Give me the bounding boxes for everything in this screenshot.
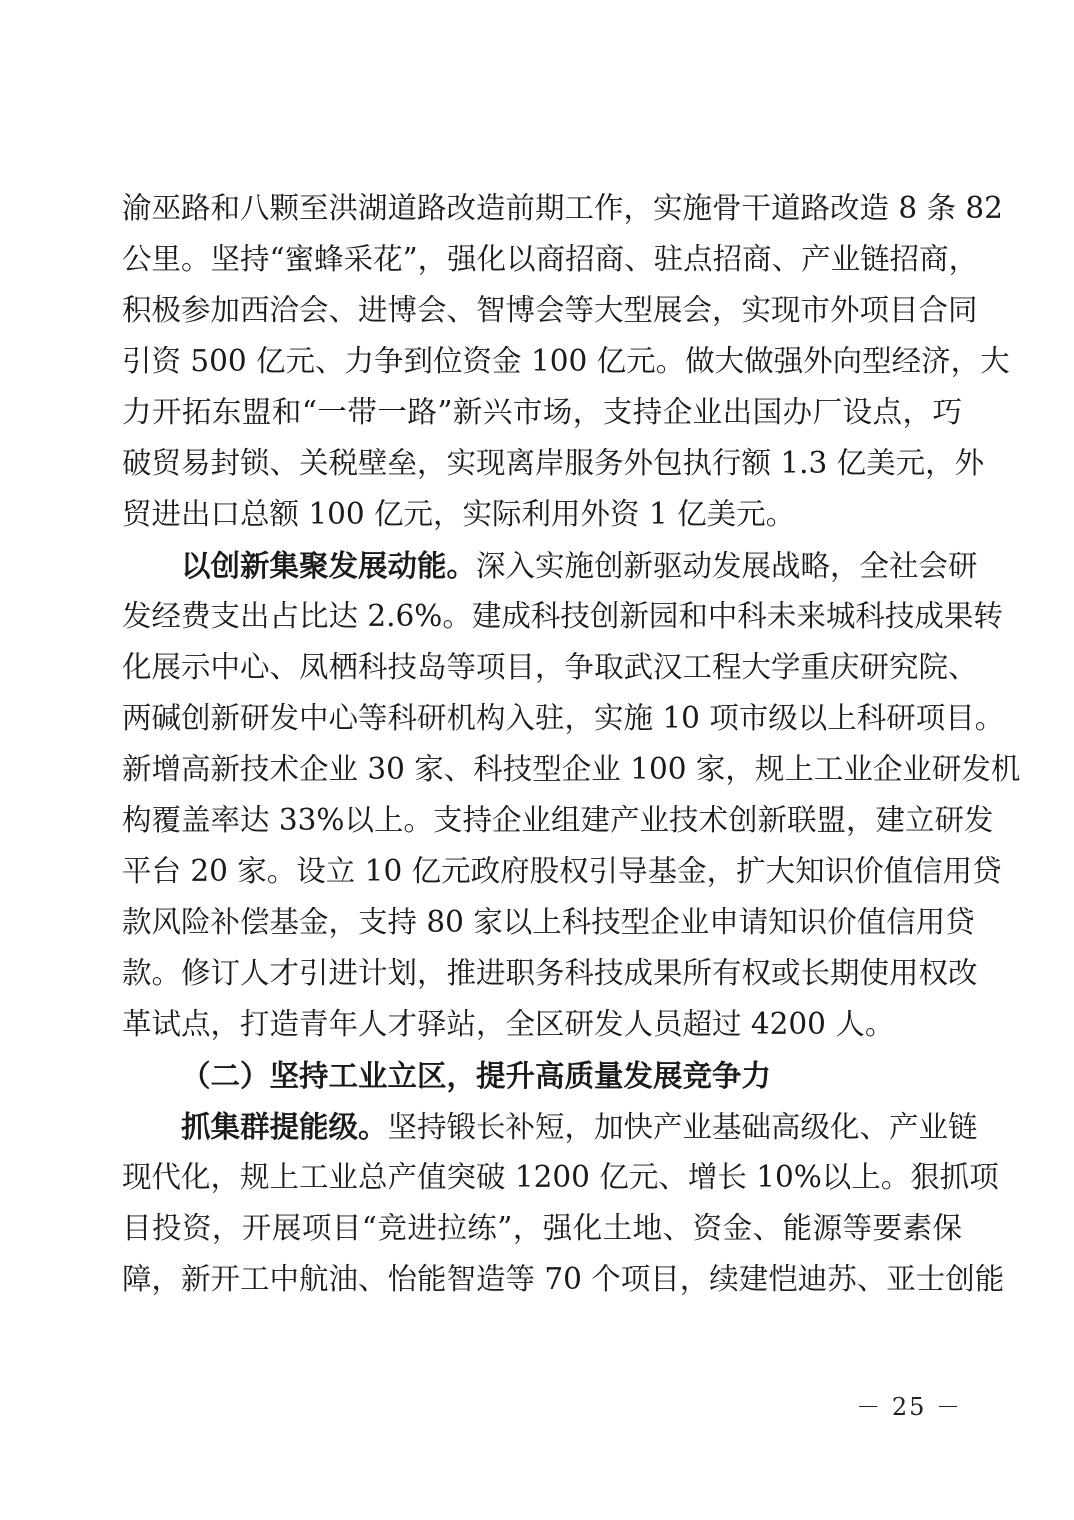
text-line: 渝巫路和八颗至洪湖道路改造前期工作，实施骨干道路改造 8 条 82	[122, 191, 1003, 225]
text-line: 发经费支出占比达 2.6%。建成科技创新园和中科未来城科技成果转	[122, 599, 1003, 633]
paragraph-first-line	[122, 1101, 978, 1152]
paragraph-lead-heading: 以创新集聚发展动能。	[181, 548, 477, 583]
section-heading: （二）坚持工业立区，提升高质量发展竞争力	[181, 1058, 772, 1093]
text-line: 公里。坚持“蜜蜂采花”，强化以商招商、驻点招商、产业链招商，	[122, 242, 979, 276]
paragraph-first-line	[122, 540, 978, 591]
text-span: 坚持锻长补短，加快产业基础高级化、产业链	[387, 1110, 978, 1144]
text-line: 引资 500 亿元、力争到位资金 100 亿元。做大做强外向型经济，大	[122, 344, 1010, 378]
text-line: 目投资，开展项目“竞进拉练”，强化土地、资金、能源等要素保	[122, 1211, 962, 1245]
paragraph-lead-heading: 抓集群提能级。	[181, 1109, 388, 1144]
text-line: 平台 20 家。设立 10 亿元政府股权引导基金，扩大知识价值信用贷	[122, 854, 1002, 888]
text-line: 破贸易封锁、关税壁垒，实现离岸服务外包执行额 1.3 亿美元，外	[122, 446, 985, 480]
text-line: 化展示中心、凤栖科技岛等项目，争取武汉工程大学重庆研究院、	[122, 650, 978, 684]
text-line: 积极参加西洽会、进博会、智博会等大型展会，实现市外项目合同	[122, 293, 978, 327]
paragraph-3	[122, 1101, 1005, 1305]
text-line: 革试点，打造青年人才驿站，全区研发人员超过 4200 人。	[122, 1007, 895, 1041]
text-line: 力开拓东盟和“一带一路”新兴市场，支持企业出国办厂设点，巧	[122, 395, 962, 429]
page-number: － 25 －	[856, 1393, 962, 1421]
text-line: 款。修订人才引进计划，推进职务科技成果所有权或长期使用权改	[122, 956, 978, 990]
text-line: 款风险补偿基金，支持 80 家以上科技型企业申请知识价值信用贷	[122, 905, 975, 939]
text-line: 贸进出口总额 100 亿元，实际利用外资 1 亿美元。	[122, 497, 796, 531]
document-body	[122, 183, 1021, 1305]
text-line: 障，新开工中航油、怡能智造等 70 个项目，续建恺迪苏、亚士创能	[122, 1262, 1005, 1296]
text-line: 新增高新技术企业 30 家、科技型企业 100 家，规上工业企业研发机	[122, 752, 1021, 786]
paragraph-2	[122, 540, 1021, 1050]
text-line: 现代化，规上工业总产值突破 1200 亿元、增长 10%以上。狠抓项	[122, 1160, 999, 1194]
text-line: 构覆盖率达 33%以上。支持企业组建产业技术创新联盟，建立研发	[122, 803, 994, 837]
text-line: 两碱创新研发中心等科研机构入驻，实施 10 项市级以上科研项目。	[122, 701, 1005, 735]
text-span: 深入实施创新驱动发展战略，全社会研	[476, 549, 978, 583]
paragraph-1	[122, 183, 1010, 540]
